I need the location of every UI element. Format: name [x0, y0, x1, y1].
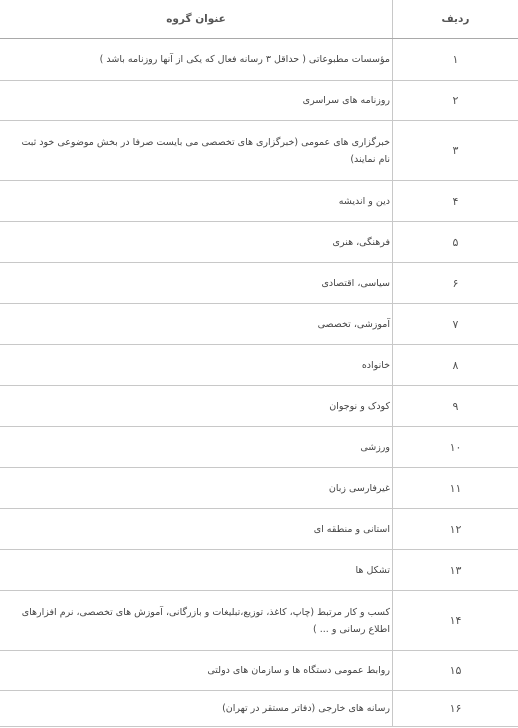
row-number: ۳ — [393, 121, 518, 181]
table-row — [0, 304, 518, 345]
table-row — [0, 345, 518, 386]
group-title: غیرفارسی زبان — [0, 468, 393, 509]
group-title: فرهنگی، هنری — [0, 222, 393, 263]
table-row — [0, 427, 518, 468]
table-row — [0, 509, 518, 550]
group-title: کسب و کار مرتبط (چاپ، کاغذ، توزیع،تبلیغات و بازرگانی، آموزش های تخصصی، نرم افزارهای اطلاع رسانی و ... ) — [0, 591, 393, 651]
row-number: ۵ — [393, 222, 518, 263]
table-row — [0, 121, 518, 181]
group-title: رسانه های خارجی (دفاتر مستقر در تهران) — [0, 691, 393, 727]
header-row — [0, 0, 518, 39]
row-number: ۱۱ — [393, 468, 518, 509]
table-row — [0, 691, 518, 727]
group-title: روابط عمومی دستگاه ها و سازمان های دولتی — [0, 651, 393, 691]
group-title: تشکل ها — [0, 550, 393, 591]
table-row — [0, 468, 518, 509]
table-row — [0, 39, 518, 81]
row-number: ۱۳ — [393, 550, 518, 591]
row-number: ۷ — [393, 304, 518, 345]
row-number: ۶ — [393, 263, 518, 304]
row-number: ۱۰ — [393, 427, 518, 468]
table-row — [0, 550, 518, 591]
row-number: ۹ — [393, 386, 518, 427]
table-row — [0, 386, 518, 427]
group-title: مؤسسات مطبوعاتی ( حداقل ۳ رسانه فعال که یکی از آنها روزنامه باشد ) — [0, 39, 393, 81]
row-number: ۱۲ — [393, 509, 518, 550]
row-number: ۱ — [393, 39, 518, 81]
table-row — [0, 591, 518, 651]
header-group-title: عنوان گروه — [0, 0, 393, 39]
table-row — [0, 263, 518, 304]
group-title: دین و اندیشه — [0, 181, 393, 222]
row-number: ۱۵ — [393, 651, 518, 691]
table-row — [0, 222, 518, 263]
row-number: ۱۴ — [393, 591, 518, 651]
group-title: آموزشی، تخصصی — [0, 304, 393, 345]
group-title: ورزشی — [0, 427, 393, 468]
table-row — [0, 181, 518, 222]
group-title: استانی و منطقه ای — [0, 509, 393, 550]
group-title: روزنامه های سراسری — [0, 81, 393, 121]
row-number: ۴ — [393, 181, 518, 222]
header-row-number: ردیف — [393, 0, 518, 39]
row-number: ۱۶ — [393, 691, 518, 727]
group-title: کودک و نوجوان — [0, 386, 393, 427]
table-row — [0, 651, 518, 691]
row-number: ۲ — [393, 81, 518, 121]
group-title: سیاسی، اقتصادی — [0, 263, 393, 304]
group-title: خانواده — [0, 345, 393, 386]
group-title: خبرگزاری های عمومی (خبرگزاری های تخصصی می بایست صرفا در بخش موضوعی خود ثبت نام نمایند) — [0, 121, 393, 181]
table-row — [0, 81, 518, 121]
row-number: ۸ — [393, 345, 518, 386]
